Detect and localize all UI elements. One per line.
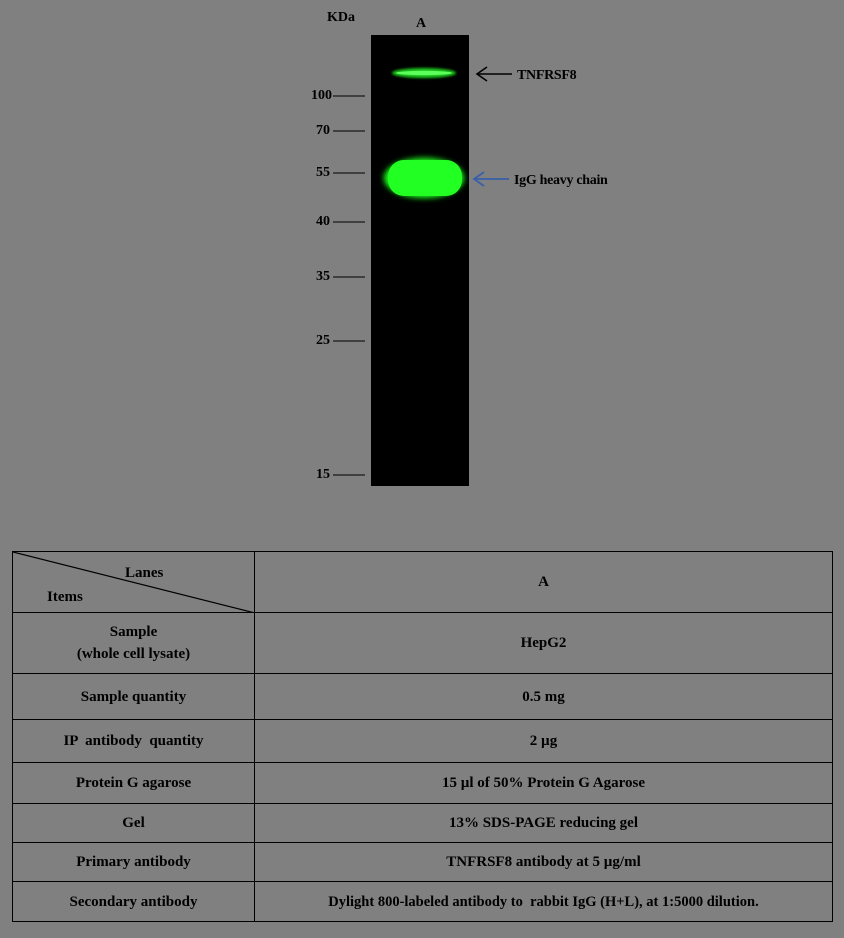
row-value-primary-antibody: TNFRSF8 antibody at 5 µg/ml: [255, 843, 833, 882]
row-item-secondary-antibody: Secondary antibody: [13, 882, 255, 922]
marker-label-70: 70: [316, 123, 330, 138]
lane-label-a: A: [416, 16, 427, 31]
table-row: [13, 763, 833, 804]
row-item-primary-antibody: Primary antibody: [13, 843, 255, 882]
row-value-ip-antibody-quantity: 2 µg: [255, 720, 833, 763]
row-item-protein-g-agarose: Protein G agarose: [13, 763, 255, 804]
row-value-gel: 13% SDS-PAGE reducing gel: [255, 804, 833, 843]
table-row: [13, 804, 833, 843]
experiment-details-table: [12, 551, 833, 922]
marker-label-40: 40: [316, 214, 330, 229]
arrow-tnfrsf8: [477, 67, 512, 81]
header-lane-a: A: [255, 552, 833, 613]
band-label-igg-heavy-chain: IgG heavy chain: [514, 173, 608, 188]
row-item-sample: [13, 613, 255, 674]
row-value-sample-quantity: 0.5 mg: [255, 674, 833, 720]
row-value-sample: HepG2: [255, 613, 833, 674]
band-label-tnfrsf8: TNFRSF8: [517, 68, 577, 83]
arrow-igg-heavy-chain: [474, 172, 509, 186]
table-row: [13, 843, 833, 882]
marker-label-55: 55: [316, 165, 330, 180]
molecular-weight-unit: KDa: [327, 10, 355, 25]
row-value-protein-g-agarose: 15 µl of 50% Protein G Agarose: [255, 763, 833, 804]
table-row: [13, 674, 833, 720]
row-item-label: Sample: [109, 624, 158, 640]
header-corner-cell: [13, 552, 255, 613]
row-item-gel: Gel: [13, 804, 255, 843]
header-items-label: Items: [47, 589, 83, 605]
band-tnfrsf8: [392, 68, 456, 78]
marker-label-100: 100: [311, 88, 332, 103]
row-value-secondary-antibody: Dylight 800-labeled antibody to rabbit IgG (H+L), at 1:5000 dilution.: [255, 882, 833, 922]
row-item-sample-quantity: Sample quantity: [13, 674, 255, 720]
marker-ticks: [333, 96, 365, 475]
row-item-sublabel: (whole cell lysate): [76, 646, 191, 662]
marker-label-25: 25: [316, 333, 330, 348]
table-row: [13, 613, 833, 674]
table-row: [13, 882, 833, 922]
marker-label-35: 35: [316, 269, 330, 284]
header-lanes-label: Lanes: [125, 565, 164, 581]
row-item-ip-antibody-quantity: IP antibody quantity: [13, 720, 255, 763]
blot-lane: [371, 35, 469, 486]
band-igg-heavy-chain: [384, 158, 464, 198]
table-header-row: [13, 552, 833, 613]
marker-label-15: 15: [316, 467, 330, 482]
table-row: [13, 720, 833, 763]
